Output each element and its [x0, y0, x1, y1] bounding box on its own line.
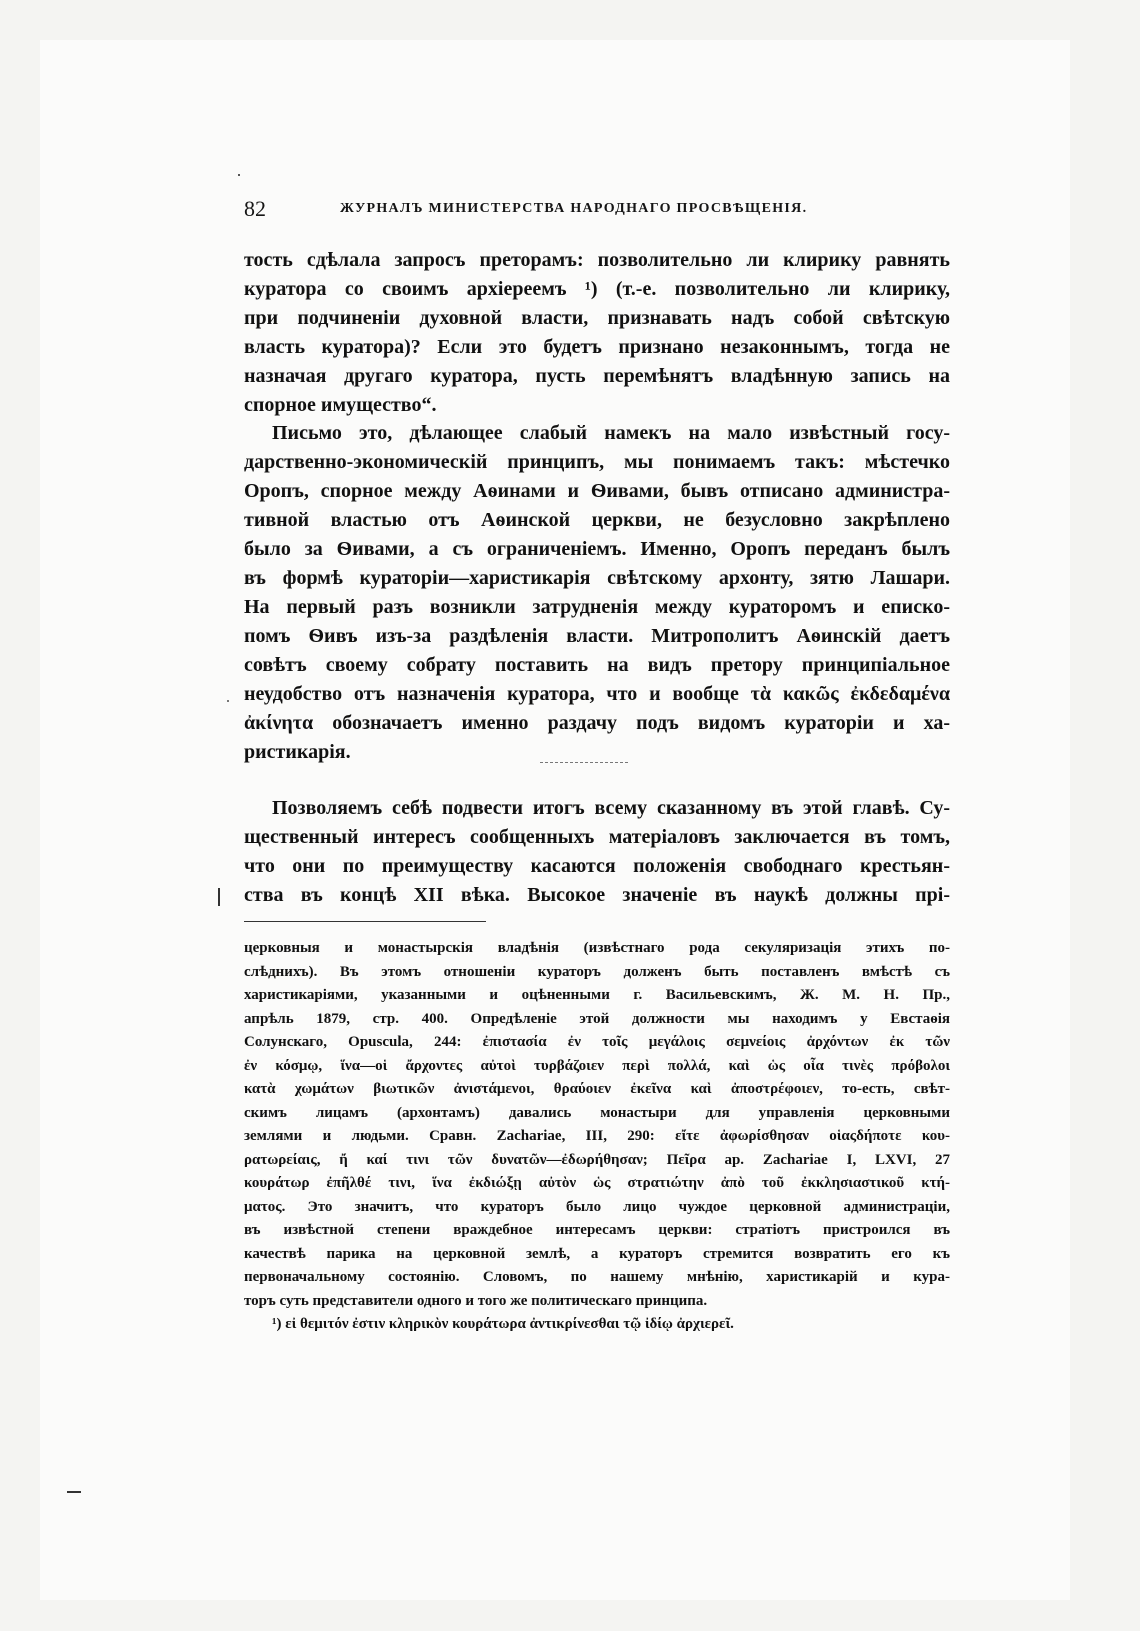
footnote-rule	[244, 921, 486, 922]
footnote-line: слѣднихъ). Въ этомъ отношеніи кураторъ долженъ быть поставленъ вмѣстѣ съ	[244, 963, 950, 980]
margin-mark	[67, 1491, 81, 1493]
text-line: при подчиненіи духовной власти, признавать надъ собой свѣтскую	[244, 307, 950, 329]
text-line: помъ Ѳивъ изъ-за раздѣленія власти. Митрополитъ Аѳинскій даетъ	[244, 625, 950, 647]
footnote-line: первоначальному состоянію. Словомъ, по нашему мнѣнію, харистикарій и кура-	[244, 1269, 950, 1285]
footnote-line: церковныя и монастырскія владѣнія (извѣстнаго рода секуляризація этихъ по-	[244, 940, 950, 956]
text-line: совѣтъ своему собрату поставить на видъ претору принципіальное	[244, 654, 950, 676]
text-line: что они по преимуществу касаются положенія свободнаго крестьян-	[244, 855, 950, 877]
footnote-1: ¹) εἰ θεμιτόν ἐστιν κληρικὸν κουράτωρα ἀντικρίνεσθαι τῷ ἰδίῳ ἀρχιερεῖ.	[272, 1316, 734, 1332]
section-ornament	[540, 762, 628, 764]
text-line: ристикарія.	[244, 741, 351, 763]
footnote-line: землями и людьми. Сравн. Zachariae, III, 290: εἴτε ἀφωρίσθησαν οἱαςδήποτε κου-	[244, 1128, 950, 1144]
text-line: назначая другаго куратора, пусть перемѣнятъ владѣнную запись на	[244, 365, 950, 387]
footnote-line: апрѣль 1879, стр. 400. Опредѣленіе этой должности мы находимъ у Евстаѳія	[244, 1010, 950, 1027]
margin-mark	[218, 888, 220, 906]
footnote-line: κουράτωρ ἐπῆλθέ τινι, ἵνα ἐκδιώξῃ αὐτὸν ὡς στρατιώτην ἀπὸ τοῦ ἐκκλησιαστικοῦ κτή-	[244, 1175, 950, 1191]
text-line: ἀκίνητα обозначаетъ именно раздачу подъ видомъ кураторіи и ха-	[244, 712, 950, 734]
footnote-line: ρατωρείαις, ἤ καί τινι τῶν δυνατῶν—ἐδωρήθησαν; Πεῖρα ap. Zachariae I, LXVI, 27	[244, 1151, 950, 1168]
text-line: неудобство отъ назначенія куратора, что и вообще τὰ κακῶς ἐκδεδαμένα	[244, 683, 950, 705]
footnote-line: ἐν κόσμῳ, ἵνα—οἱ ἄρχοντες αὐτοὶ τυρβάζοιεν περὶ πολλά, καὶ ὡς οἷα τινὲς πρόβολοι	[244, 1057, 950, 1074]
scan-speck	[227, 700, 229, 702]
text-line: Письмо это, дѣлающее слабый намекъ на мало извѣстный госу-	[272, 422, 950, 444]
footnote-line: ματος. Это значитъ, что кураторъ было лицо чуждое церковной администраціи,	[244, 1198, 950, 1215]
running-head	[244, 196, 950, 226]
journal-title: ЖУРНАЛЪ МИНИСТЕРСТВА НАРОДНАГО ПРОСВѢЩЕНІЯ.	[340, 201, 808, 216]
text-line: куратора со своимъ архіереемъ ¹) (т.-е. позволительно ли клирику,	[244, 278, 950, 300]
text-line: тость сдѣлала запросъ преторамъ: позволительно ли клирику равнять	[244, 249, 950, 271]
footnote-line: κατὰ χωμάτων βιωτικῶν ἀνιστάμενοι, θραύοιεν ἐκεῖνα καὶ ἀποστρέφοιεν, то-есть, свѣт-	[244, 1081, 950, 1097]
footnote-line: торъ суть представители одного и того же политическаго принципа.	[244, 1292, 708, 1309]
page-number: 82	[244, 196, 266, 221]
text-line: Позволяемъ себѣ подвести итогъ всему сказанному въ этой главѣ. Су-	[272, 797, 950, 819]
text-line: Оропъ, спорное между Аѳинами и Ѳивами, бывъ отписано администра-	[244, 480, 950, 502]
text-line: тивной властью отъ Аѳинской церкви, не безусловно закрѣплено	[244, 509, 950, 531]
footnotes	[244, 937, 950, 1337]
text-line: ства въ концѣ XII вѣка. Высокое значеніе въ наукѣ должны прі-	[244, 884, 950, 906]
text-line: На первый разъ возникли затрудненія между кураторомъ и еписко-	[244, 596, 950, 618]
paragraph-1	[244, 246, 950, 420]
text-line: было за Ѳивами, а съ ограниченіемъ. Именно, Оропъ переданъ былъ	[244, 538, 950, 560]
footnote-line: Солунскаго, Opuscula, 244: ἐπιστασία ἐν τοῖς μεγάλοις σεμνείοις ἀρχόντων ἐκ τῶν	[244, 1034, 950, 1050]
footnote-line: качествѣ парика на церковной землѣ, а кураторъ стремится возвратить его къ	[244, 1245, 950, 1262]
footnote-line: харистикаріями, указанными и оцѣненными г. Васильевскимъ, Ж. М. Н. Пр.,	[244, 987, 950, 1003]
text-line: власть куратора)? Если это будетъ признано незаконнымъ, тогда не	[244, 336, 950, 358]
text-line: въ формѣ кураторіи—харистикарія свѣтскому архонту, зятю Лашари.	[244, 567, 950, 589]
scan-speck	[238, 174, 240, 176]
paragraph-3	[244, 794, 950, 910]
text-line: спорное имущество“.	[244, 394, 437, 416]
footnote-line: въ извѣстной степени враждебное интересамъ церкви: стратіотъ пристроился въ	[244, 1222, 950, 1238]
footnote-line: скимъ лицамъ (архонтамъ) давались монастыри для управленія церковными	[244, 1104, 950, 1121]
text-line: дарственно-экономическій принципъ, мы понимаемъ такъ: мѣстечко	[244, 451, 950, 473]
text-line: щественный интересъ сообщенныхъ матеріаловъ заключается въ томъ,	[244, 826, 950, 848]
paragraph-2	[244, 419, 950, 767]
